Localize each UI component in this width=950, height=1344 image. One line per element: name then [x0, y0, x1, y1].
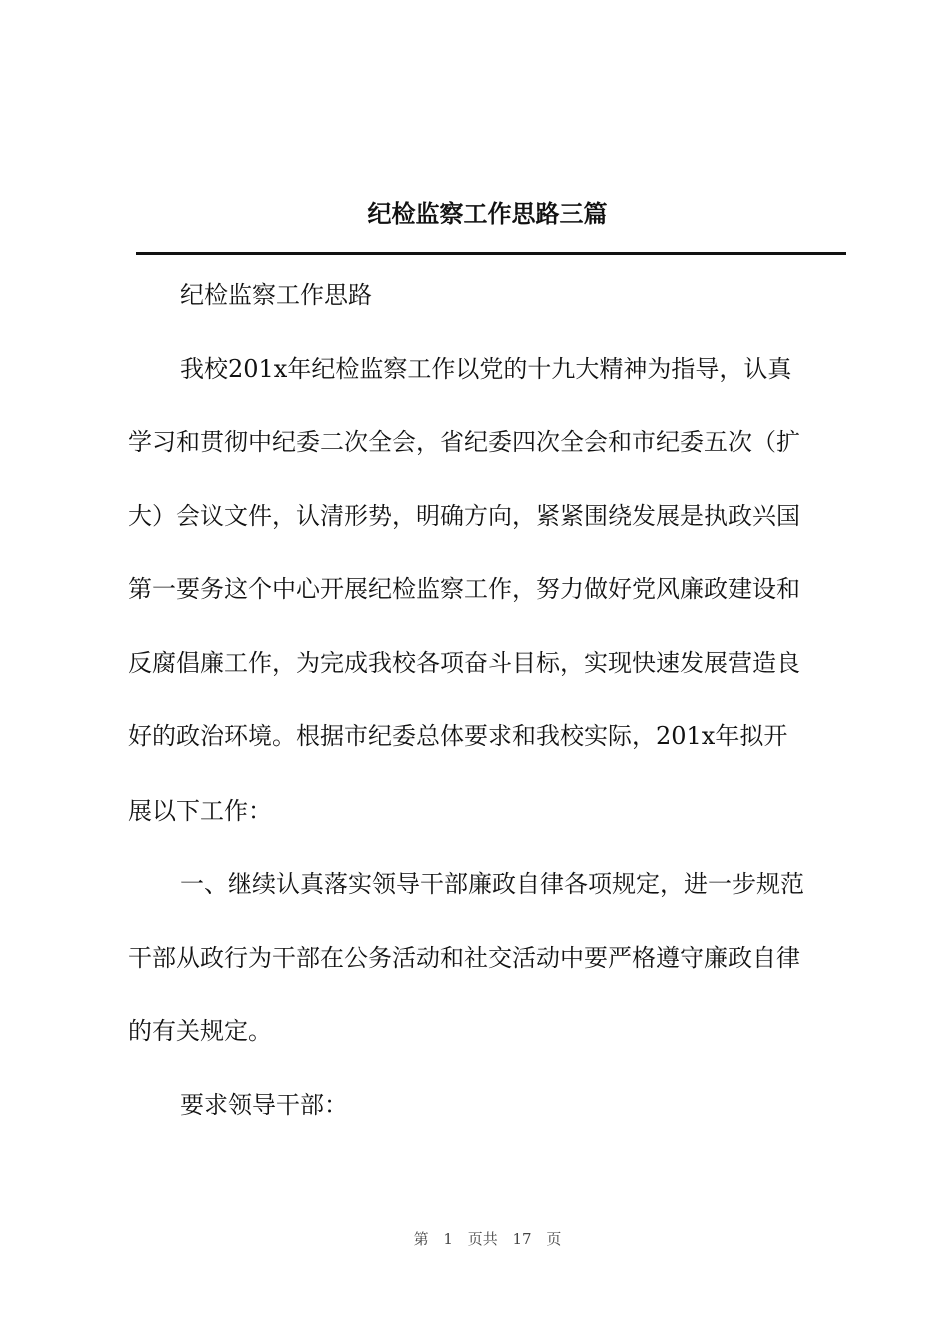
paragraph-line: 的有关规定。: [128, 1017, 272, 1045]
paragraph-line: 学习和贯彻中纪委二次全会，省纪委四次全会和市纪委五次（扩: [128, 428, 800, 456]
section-heading: 纪检监察工作思路: [180, 281, 372, 309]
paragraph-line: 反腐倡廉工作，为完成我校各项奋斗目标，实现快速发展营造良: [128, 649, 800, 677]
paragraph-line: 一、继续认真落实领导干部廉政自律各项规定，进一步规范: [180, 870, 804, 898]
paragraph-line: 好的政治环境。根据市纪委总体要求和我校实际，201x年拟开: [128, 722, 788, 750]
paragraph-line: 我校201x年纪检监察工作以党的十九大精神为指导，认真: [180, 355, 792, 383]
page-number-footer: 第 1 页共 17 页: [413, 1230, 562, 1248]
paragraph-line: 展以下工作：: [128, 797, 272, 825]
paragraph-line: 大）会议文件，认清形势，明确方向，紧紧围绕发展是执政兴国: [128, 502, 800, 530]
paragraph-line: 第一要务这个中心开展纪检监察工作，努力做好党风廉政建设和: [128, 575, 800, 603]
title-divider: [136, 252, 846, 255]
paragraph-line: 要求领导干部：: [180, 1091, 348, 1119]
document-title: 纪检监察工作思路三篇: [367, 200, 608, 228]
paragraph-line: 干部从政行为干部在公务活动和社交活动中要严格遵守廉政自律: [128, 944, 800, 972]
